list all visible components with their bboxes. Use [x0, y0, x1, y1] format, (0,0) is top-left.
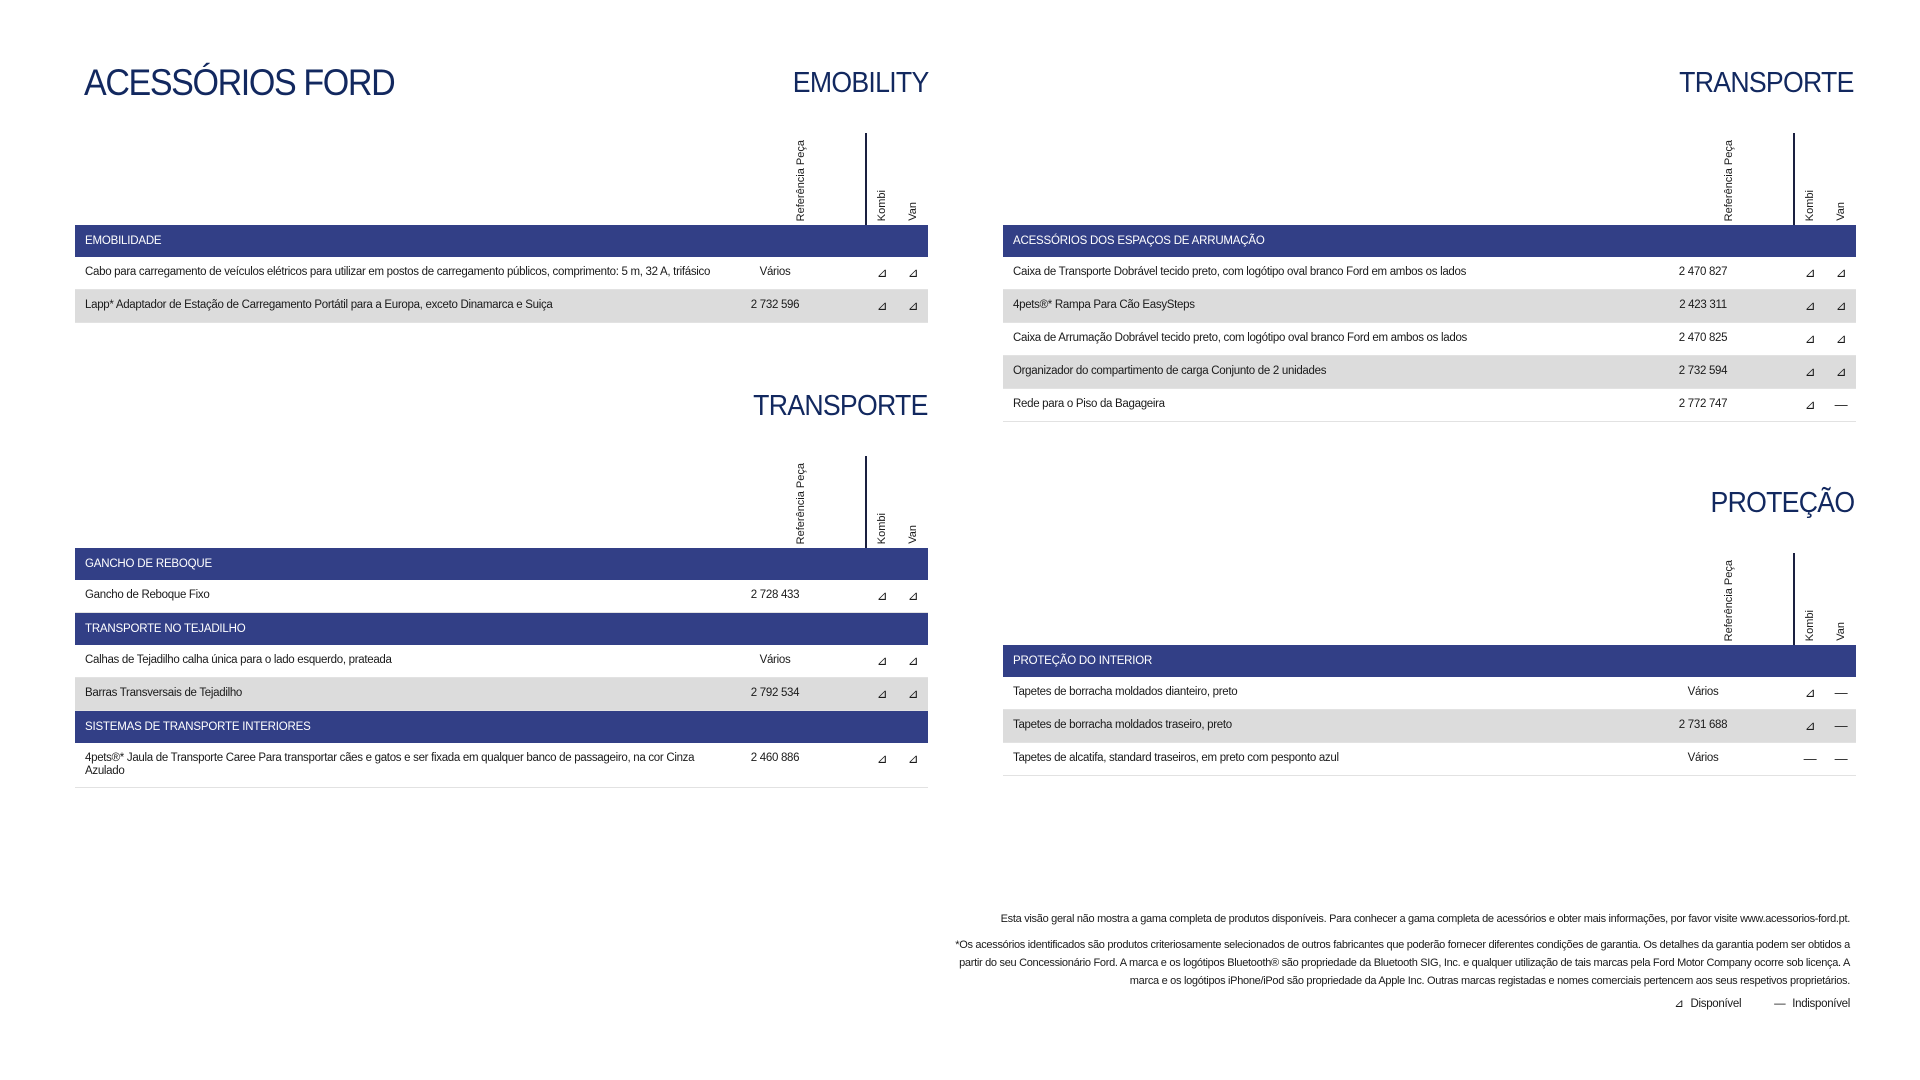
table-row: [1003, 743, 1856, 776]
van-availability-icon: —: [1834, 685, 1848, 700]
category-header: PROTEÇÃO DO INTERIOR: [1003, 645, 1856, 677]
row-description: Tapetes de borracha moldados traseiro, preto: [1013, 719, 1232, 731]
row-description: Caixa de Transporte Dobrável tecido preto, com logótipo oval branco Ford em ambos os lados: [1013, 266, 1467, 278]
section-title-transporte-right: TRANSPORTE: [1679, 67, 1854, 99]
row-reference: 2 470 825: [1678, 332, 1728, 344]
van-availability-icon: ⊿: [1835, 364, 1847, 379]
table-row: [1003, 257, 1856, 290]
category-header: TRANSPORTE NO TEJADILHO: [75, 613, 928, 645]
table-row: [75, 678, 928, 711]
row-reference: 2 728 433: [750, 589, 800, 601]
column-label-kombi: Kombi: [876, 512, 888, 544]
table-row: [1003, 356, 1856, 389]
kombi-availability-icon: ⊿: [1804, 265, 1816, 280]
column-label-kombi: Kombi: [876, 189, 888, 221]
row-description: Rede para o Piso da Bagageira: [1013, 398, 1165, 410]
legend: [1674, 996, 1850, 1010]
row-description: Gancho de Reboque Fixo: [85, 589, 210, 601]
footnote-disclaimer: *Os acessórios identificados são produtos criteriosamente selecionados de outros fabricantes que poderão fornecer diferentes condições de garantia. Os detalhes da garantia podem ser obtidos a partir do seu Concessionário Ford. A marca e os logótipos Bluetooth® são propriedade da Bluetooth SIG, Inc. e qualquer utilização de tais marcas pela Ford Motor Company ocorre sob licença. A marca e os logótipos iPhone/iPod são propriedade da Apple Inc. Outras marcas registadas e nomes comerciais pertencem aos seus respetivos proprietários.: [955, 939, 1850, 987]
row-reference: Vários: [1687, 752, 1719, 764]
page-title: ACESSÓRIOS FORD: [84, 62, 395, 103]
table-row: [75, 645, 928, 678]
transporte-right-table: [1003, 133, 1856, 422]
table-row: [1003, 290, 1856, 323]
row-reference: 2 792 534: [750, 687, 800, 699]
van-availability-icon: ⊿: [907, 588, 919, 603]
van-availability-icon: ⊿: [907, 751, 919, 766]
row-reference: Vários: [759, 266, 791, 278]
row-reference: 2 423 311: [1679, 299, 1727, 311]
kombi-availability-icon: ⊿: [876, 686, 888, 701]
table-row: [75, 257, 928, 290]
table-row: [1003, 389, 1856, 422]
category-header: ACESSÓRIOS DOS ESPAÇOS DE ARRUMAÇÃO: [1003, 225, 1856, 257]
section-title-protecao: PROTEÇÃO: [1710, 487, 1854, 519]
kombi-availability-icon: ⊿: [1804, 685, 1816, 700]
kombi-availability-icon: —: [1803, 751, 1817, 766]
row-description: Tapetes de borracha moldados dianteiro, preto: [1013, 686, 1238, 698]
kombi-availability-icon: ⊿: [1804, 298, 1816, 313]
category-header: SISTEMAS DE TRANSPORTE INTERIORES: [75, 711, 928, 743]
legend-available-label: Disponível: [1690, 998, 1742, 1010]
row-reference: 2 460 886: [750, 752, 800, 764]
van-availability-icon: —: [1834, 397, 1848, 412]
column-divider: [865, 456, 867, 548]
available-icon: ⊿: [1674, 998, 1684, 1010]
table-row: [1003, 323, 1856, 356]
unavailable-icon: —: [1774, 998, 1786, 1010]
kombi-availability-icon: ⊿: [1804, 718, 1816, 733]
section-title-emobility: EMOBILITY: [792, 67, 928, 99]
column-divider: [1793, 133, 1795, 225]
table-header: [75, 133, 928, 225]
column-label-ref: Referência Peça: [1723, 559, 1735, 641]
van-availability-icon: ⊿: [1835, 298, 1847, 313]
column-label-ref: Referência Peça: [795, 139, 807, 221]
row-description: Organizador do compartimento de carga Conjunto de 2 unidades: [1013, 365, 1327, 377]
row-description: Cabo para carregamento de veículos elétricos para utilizar em postos de carregamento públicos, comprimento: 5 m, 32 A, trifásico: [85, 266, 711, 278]
kombi-availability-icon: ⊿: [1804, 331, 1816, 346]
category-header: GANCHO DE REBOQUE: [75, 548, 928, 580]
kombi-availability-icon: ⊿: [876, 751, 888, 766]
column-label-van: Van: [1835, 202, 1847, 221]
section-title-transporte-left: TRANSPORTE: [753, 390, 928, 422]
emobility-table: [75, 133, 928, 323]
row-description: 4pets®* Rampa Para Cão EasySteps: [1013, 299, 1195, 311]
column-label-van: Van: [907, 525, 919, 544]
row-reference: 2 470 827: [1678, 266, 1728, 278]
row-description: Caixa de Arrumação Dobrável tecido preto, com logótipo oval branco Ford em ambos os lados: [1013, 332, 1467, 344]
kombi-availability-icon: ⊿: [1804, 364, 1816, 379]
row-reference: Vários: [759, 654, 791, 666]
kombi-availability-icon: ⊿: [876, 588, 888, 603]
kombi-availability-icon: ⊿: [1804, 397, 1816, 412]
table-row: [75, 743, 928, 788]
column-label-van: Van: [1835, 622, 1847, 641]
van-availability-icon: ⊿: [907, 686, 919, 701]
row-reference: 2 732 594: [1678, 365, 1728, 377]
category-header: EMOBILIDADE: [75, 225, 928, 257]
table-row: [1003, 677, 1856, 710]
row-reference: 2 731 688: [1678, 719, 1728, 731]
van-availability-icon: ⊿: [1835, 265, 1847, 280]
transporte-left-table: [75, 456, 928, 788]
footnote-overview: Esta visão geral não mostra a gama completa de produtos disponíveis. Para conhecer a gama completa de acessórios e obter mais informações, por favor visite www.acessorios-ford.pt.: [1000, 913, 1850, 925]
van-availability-icon: —: [1834, 718, 1848, 733]
column-label-ref: Referência Peça: [795, 462, 807, 544]
row-description: Tapetes de alcatifa, standard traseiros, em preto com pesponto azul: [1013, 752, 1339, 764]
kombi-availability-icon: ⊿: [876, 298, 888, 313]
column-divider: [865, 133, 867, 225]
kombi-availability-icon: ⊿: [876, 653, 888, 668]
legend-unavailable-label: Indisponível: [1792, 998, 1850, 1010]
row-description: Lapp* Adaptador de Estação de Carregamento Portátil para a Europa, exceto Dinamarca e Suiça: [85, 299, 553, 311]
table-header: [75, 456, 928, 548]
row-reference: 2 772 747: [1678, 398, 1728, 410]
van-availability-icon: —: [1834, 751, 1848, 766]
column-label-kombi: Kombi: [1804, 609, 1816, 641]
row-reference: Vários: [1687, 686, 1719, 698]
row-description: Barras Transversais de Tejadilho: [85, 687, 243, 699]
van-availability-icon: ⊿: [1835, 331, 1847, 346]
table-header: [1003, 553, 1856, 645]
column-label-ref: Referência Peça: [1723, 139, 1735, 221]
van-availability-icon: ⊿: [907, 653, 919, 668]
column-label-kombi: Kombi: [1804, 189, 1816, 221]
table-row: [1003, 710, 1856, 743]
table-row: [75, 580, 928, 613]
kombi-availability-icon: ⊿: [876, 265, 888, 280]
van-availability-icon: ⊿: [907, 298, 919, 313]
protecao-table: [1003, 553, 1856, 776]
table-header: [1003, 133, 1856, 225]
column-divider: [1793, 553, 1795, 645]
row-description: 4pets®* Jaula de Transporte Caree Para transportar cães e gatos e ser fixada em qualquer banco de passageiro, na cor Cinza Azulado: [85, 752, 695, 777]
table-row: [75, 290, 928, 323]
row-reference: 2 732 596: [750, 299, 800, 311]
row-description: Calhas de Tejadilho calha única para o lado esquerdo, prateada: [85, 654, 392, 666]
column-label-van: Van: [907, 202, 919, 221]
van-availability-icon: ⊿: [907, 265, 919, 280]
